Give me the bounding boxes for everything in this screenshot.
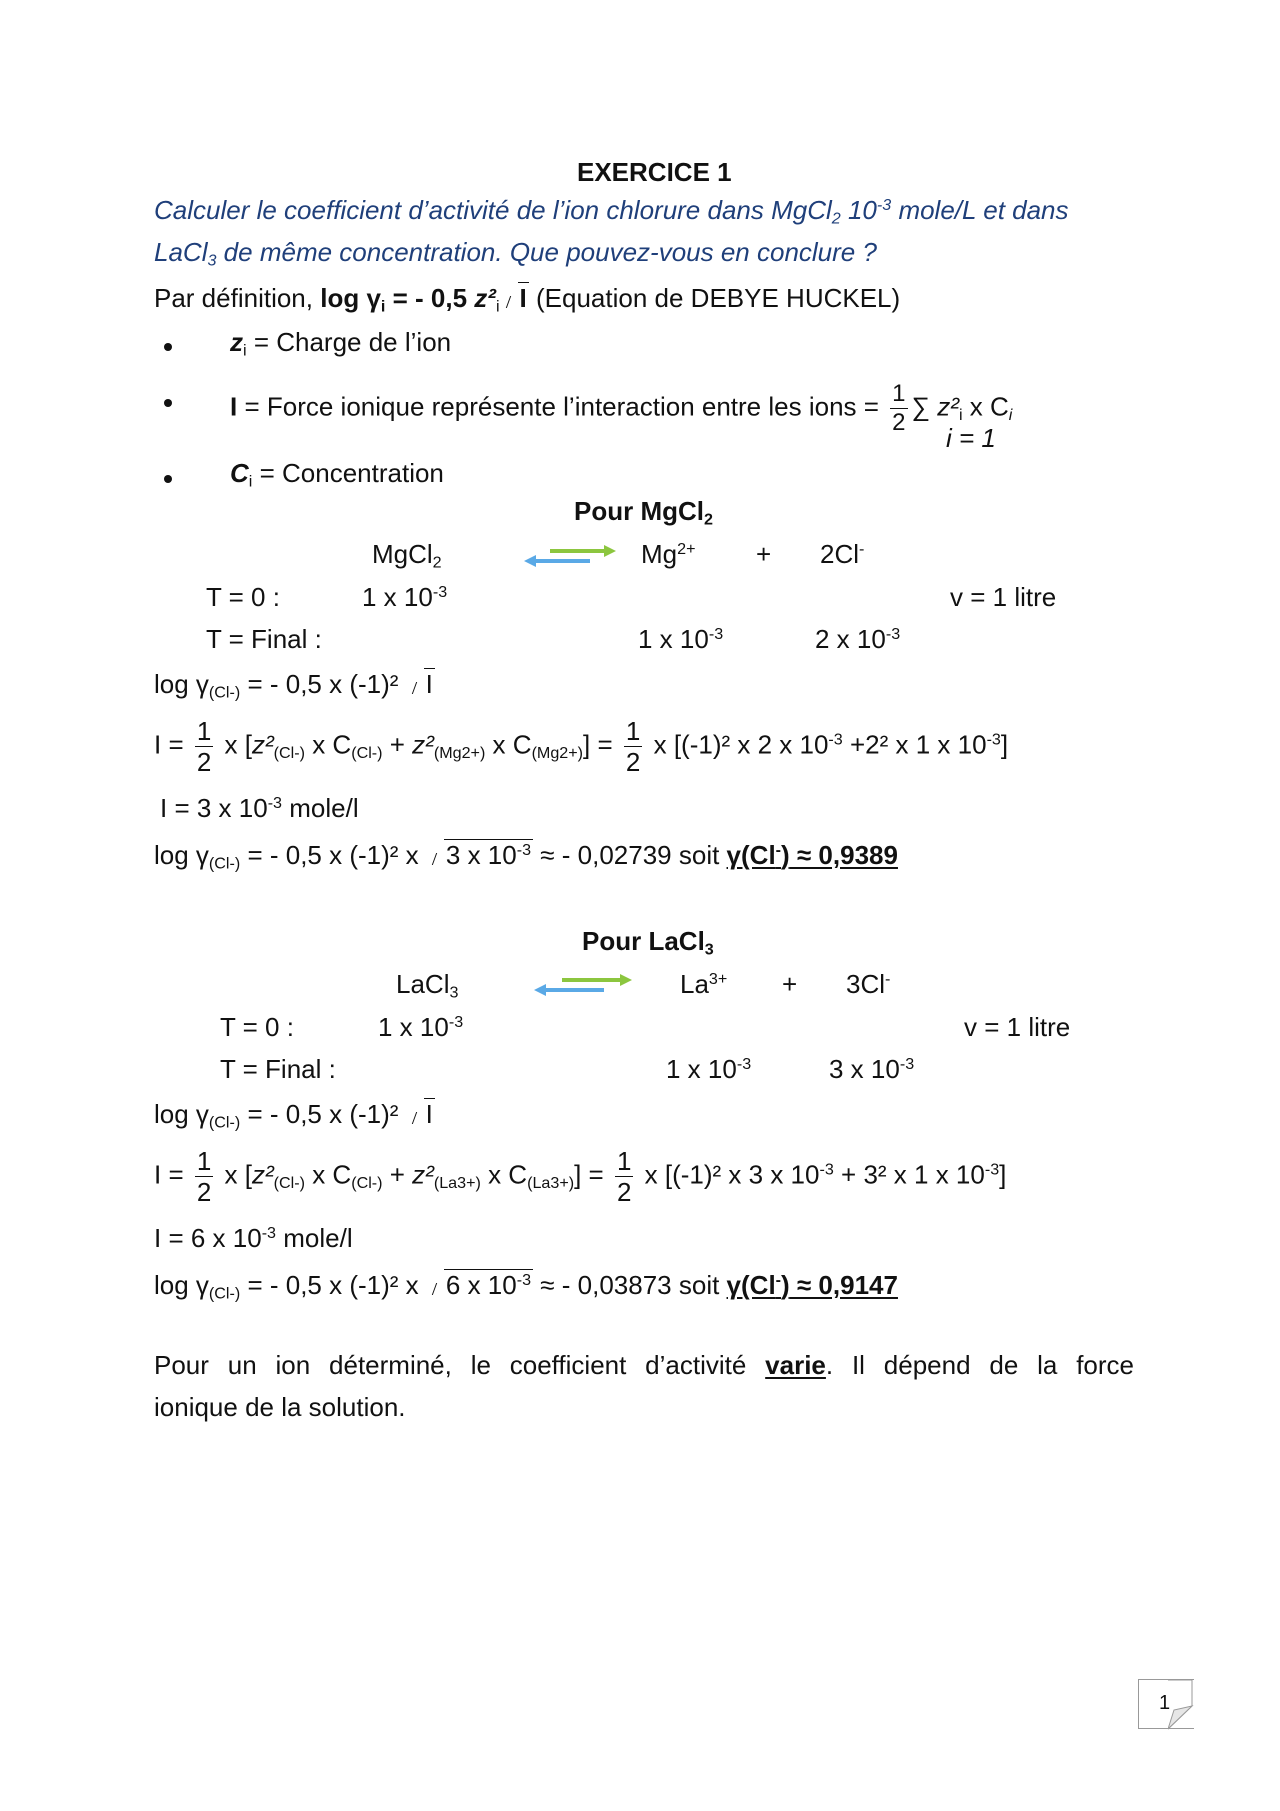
gamma-result-value: γ(Cl-) ≈ 0,9147 xyxy=(726,1270,898,1300)
ionic-strength-result: I = 3 x $10^{-3}$ mole/l xyxy=(160,793,359,823)
tfinal-value-anion: 2 x $10^{-3}$ xyxy=(815,624,901,654)
sqrt-symbol: I xyxy=(502,284,529,314)
mgcl2-heading: Pour MgCl$_2$ xyxy=(574,496,713,529)
bullet-charge: $z_i$ = Charge de l’ion xyxy=(230,327,452,360)
lacl3-heading: Pour LaCl$_3$ xyxy=(582,926,714,959)
activity-coefficient-result: $\log \gamma_{(Cl-)}$ = - 0,5 x (-1)² x 6 x $10^{-3}$ ≈ - 0,03873 soit γ(Cl-) ≈ 0,9147 xyxy=(154,1270,898,1303)
mg-cation: $Mg^{2+}$ xyxy=(641,539,696,569)
plus-sign: + xyxy=(782,969,798,999)
chloride-anion: 2Cl- xyxy=(820,539,865,569)
t0-label: T = 0 : xyxy=(206,582,280,612)
equilibrium-arrows-icon xyxy=(530,972,634,998)
ionic-strength-result: I = 6 x $10^{-3}$ mole/l xyxy=(154,1223,353,1253)
tfinal-value-cation: 1 x $10^{-3}$ xyxy=(666,1054,752,1084)
sqrt-symbol: 6 x $10^{-3}$ xyxy=(428,1271,533,1301)
t0-value: 1 x $10^{-3}$ xyxy=(362,582,448,612)
activity-coefficient-result: $\log \gamma_{(Cl-)}$ = - 0,5 x (-1)² x 3 x $10^{-3}$ ≈ - 0,02739 soit γ(Cl-) ≈ 0,9389 xyxy=(154,840,898,873)
fraction-one-half: $\frac{1}{2}$ xyxy=(196,716,212,777)
equilibrium-arrows-icon xyxy=(520,543,618,569)
page-number-box xyxy=(1138,1679,1194,1729)
t0-value: 1 x $10^{-3}$ xyxy=(378,1012,464,1042)
volume: v = 1 litre xyxy=(950,582,1057,612)
mgcl2-reactant: MgCl$_2$ xyxy=(372,539,442,572)
tfinal-label: T = Final : xyxy=(206,624,322,654)
sqrt-symbol: 3 x $10^{-3}$ xyxy=(428,841,533,871)
debye-huckel-definition: Par définition, $\log \gamma_i$ = - 0,5 $z^2_i$ I (Equation de DEBYE HUCKEL) xyxy=(154,283,901,316)
plus-sign: + xyxy=(756,539,772,569)
question-line-1: Calculer le coefficient d’activité de l’ion chlorure dans MgCl$_2$ $10^{-3}$ mole/L et dans xyxy=(154,195,1069,228)
la-cation: $La^{3+}$ xyxy=(680,969,728,999)
tfinal-label: T = Final : xyxy=(220,1054,336,1084)
question-line-2: LaCl$_3$ de même concentration. Que pouvez-vous en conclure ? xyxy=(154,237,877,270)
bullet-dot-icon xyxy=(164,343,172,351)
page-fold-icon xyxy=(1168,1680,1194,1730)
page-number: 1 xyxy=(1159,1692,1171,1714)
chloride-anion: 3Cl- xyxy=(846,969,891,999)
bullet-concentration: $C_i$ = Concentration xyxy=(230,458,444,491)
fraction-one-half: $\frac{1}{2}$ xyxy=(625,716,641,777)
gamma-result-value: γ(Cl-) ≈ 0,9389 xyxy=(726,840,898,870)
sqrt-symbol: I xyxy=(408,1100,435,1130)
log-gamma-formula: $\log \gamma_{(Cl-)}$ = - 0,5 x (-1)² I xyxy=(154,669,433,702)
fraction-one-half: $\frac{1}{2}$ xyxy=(196,1146,212,1207)
bullet-dot-icon xyxy=(164,475,172,483)
t0-label: T = 0 : xyxy=(220,1012,294,1042)
ionic-strength-equation: I = $\frac{1}{2}$ x [$z^2_{(Cl-)}$ x $C_{(Cl-)} + z^2_{(La3+)}$ x $C_{(La3+)}$] = $\frac{1}{2}$ x [(-1)² x 3 x $10^{-3} + 3^2$ x 1 x $10^{-3}$] xyxy=(154,1146,1007,1207)
conclusion-line-2: ionique de la solution. xyxy=(154,1392,406,1422)
ionic-strength-equation: I = $\frac{1}{2}$ x [$z^2_{(Cl-)}$ x $C_{(Cl-)} + z^2_{(Mg2+)}$ x $C_{(Mg2+)}$] = $\frac{1}{2}$ x [(-1)² x 2 x $10^{-3} +2^2$ x 1 x $10^{-3}$] xyxy=(154,716,1009,777)
tfinal-value-cation: 1 x $10^{-3}$ xyxy=(638,624,724,654)
exercise-title: EXERCICE 1 xyxy=(577,157,732,187)
sqrt-symbol: I xyxy=(408,670,435,700)
conclusion-line-1: Pour un ion déterminé, le coefficient d’activité varie. Il dépend de la force xyxy=(154,1350,1134,1380)
fraction-one-half: $\frac{1}{2}$ xyxy=(892,380,906,436)
volume: v = 1 litre xyxy=(964,1012,1071,1042)
tfinal-value-anion: 3 x $10^{-3}$ xyxy=(829,1054,915,1084)
sum-index: i = 1 xyxy=(946,423,996,453)
bullet-dot-icon xyxy=(164,399,172,407)
fraction-one-half: $\frac{1}{2}$ xyxy=(616,1146,632,1207)
bullet-ionic-strength: I = Force ionique représente l’interaction entre les ions = $\frac{1}{2}$ ∑ $z^2_i$ x $C_i$ xyxy=(230,380,1013,436)
log-gamma-formula: $\log \gamma_{(Cl-)}$ = - 0,5 x (-1)² I xyxy=(154,1099,433,1132)
lacl3-reactant: LaCl$_3$ xyxy=(396,969,459,1002)
